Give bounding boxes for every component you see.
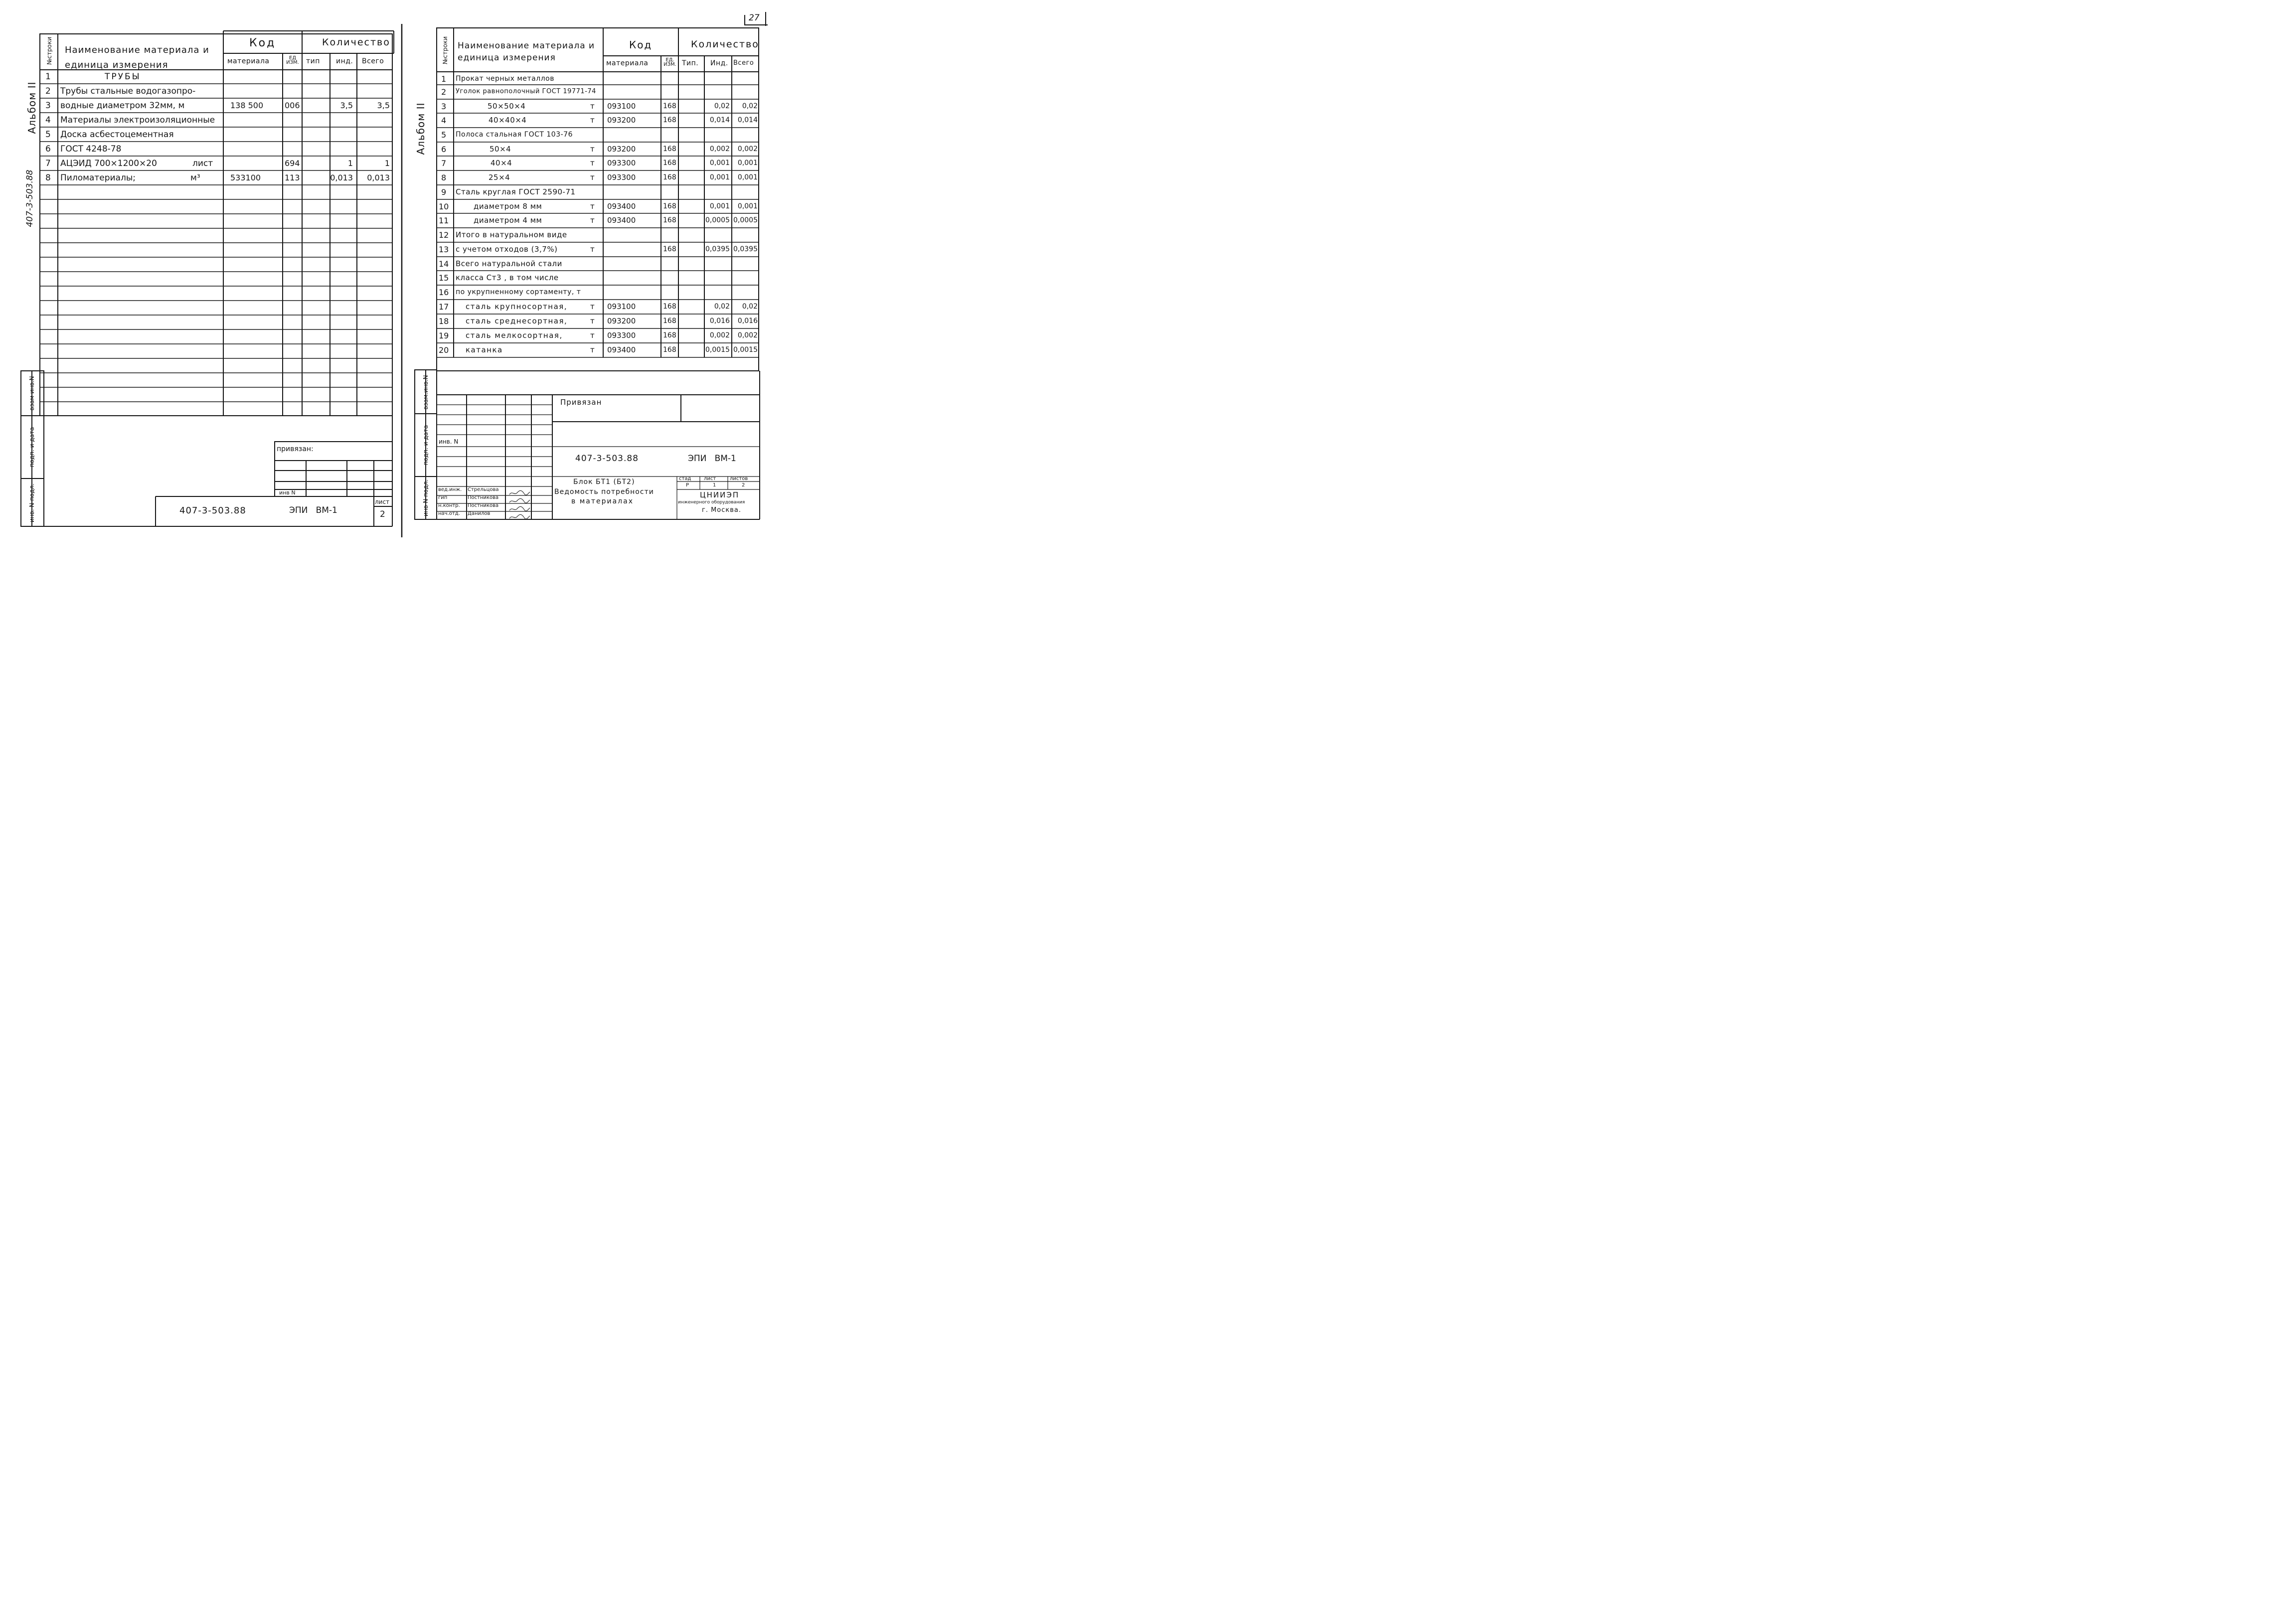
right-row-number: 19 (439, 331, 449, 340)
right-row-unit-suffix: т (590, 245, 595, 254)
right-row-name: диаметром 8 мм (474, 202, 542, 211)
signer-name: Стрельцова (468, 487, 499, 492)
right-row-name: диаметром 4 мм (474, 216, 542, 225)
right-row-number: 2 (441, 87, 447, 97)
right-row-name: 25×4 (489, 173, 510, 182)
right-row-number: 1 (441, 74, 447, 84)
left-side-album-label: Альбом II (26, 81, 38, 134)
right-row-number: 3 (441, 102, 447, 111)
right-row-unit-code: 168 (663, 173, 676, 181)
right-header-qty-total: Всего (733, 59, 754, 67)
right-header-row-no: №строки (442, 36, 449, 65)
right-row-qty-total: 0,02 (742, 102, 758, 110)
left-row-number: 5 (45, 130, 51, 140)
left-row-qty-ind: 3,5 (340, 101, 353, 110)
right-row-qty-ind: 0,02 (714, 102, 730, 110)
right-row-unit-suffix: т (590, 173, 595, 182)
right-row-number: 5 (441, 130, 447, 140)
signature-mark (508, 504, 530, 510)
left-row-unit-suffix: лист (192, 159, 213, 168)
right-stage-val-stad: Р (686, 482, 689, 488)
right-row-unit-code: 168 (663, 303, 676, 311)
right-row-name: сталь среднесортная, (466, 317, 568, 325)
right-row-unit-code: 168 (663, 346, 676, 354)
right-row-unit-suffix: т (590, 216, 595, 225)
right-stage-val-listov: 2 (742, 482, 745, 488)
right-row-number: 10 (439, 202, 449, 211)
signer-role: гип (438, 495, 448, 500)
right-row-name: Полоса стальная ГОСТ 103-76 (456, 131, 573, 139)
left-row-unit-code: 113 (285, 173, 300, 182)
signer-name: Постникова (468, 503, 499, 508)
right-row-qty-ind: 0,002 (709, 145, 730, 153)
right-row-unit-code: 168 (663, 202, 676, 210)
right-row-qty-total: 0,001 (737, 173, 758, 181)
right-privyazan: Привязан (560, 398, 602, 407)
right-row-unit-suffix: т (590, 345, 595, 354)
left-row-name: Доска асбестоцементная (60, 130, 174, 140)
right-row-name: сталь крупносортная, (466, 302, 568, 311)
left-list-no: 2 (380, 509, 385, 519)
right-row-number: 11 (439, 216, 449, 225)
right-stamp-vzam: взам.инв.N (422, 375, 429, 410)
right-header-qty-ind: Инд. (710, 59, 728, 67)
right-stamp-podp: подп. и дата (422, 425, 429, 466)
left-row-number: 2 (45, 86, 51, 96)
right-row-name: Уголок равнополочный ГОСТ 19771-74 (456, 88, 596, 95)
right-header-qty: Количество (691, 39, 759, 50)
left-header-row-no: №строки (46, 36, 53, 65)
right-row-qty-ind: 0,0005 (705, 216, 730, 224)
right-stage-hdr-listov: листов (730, 476, 748, 481)
right-row-qty-ind: 0,001 (709, 173, 730, 181)
right-row-code: 093400 (607, 202, 636, 211)
right-row-number: 9 (441, 187, 447, 197)
right-row-code: 093200 (607, 317, 636, 325)
left-row-name: водные диаметром 32мм, м (60, 101, 185, 111)
left-doc-mark: ЭПИ ВМ-1 (289, 505, 337, 515)
right-row-code: 093300 (607, 159, 636, 167)
left-header-qty: Количество (322, 37, 390, 48)
left-row-name: Материалы электроизоляционные (60, 115, 215, 125)
left-header-code-material: материала (227, 57, 270, 65)
left-stamp-podp: подп. и дата (28, 427, 35, 468)
left-row-number: 3 (45, 101, 51, 111)
right-stage-val-list: 1 (713, 482, 716, 488)
right-row-number: 13 (439, 245, 449, 254)
right-doc-mark: ЭПИ ВМ-1 (688, 454, 736, 464)
right-row-code: 093400 (607, 345, 636, 354)
right-row-code: 093400 (607, 216, 636, 225)
right-org-line-1: ЦНИИЭП (700, 490, 740, 499)
right-row-qty-total: 0,001 (737, 202, 758, 210)
right-row-number: 18 (439, 317, 449, 326)
left-row-qty-total: 3,5 (377, 101, 390, 110)
right-row-unit-code: 168 (663, 331, 676, 339)
left-row-number: 8 (45, 173, 51, 183)
right-row-unit-code: 168 (663, 159, 676, 167)
right-row-name: с учетом отходов (3,7%) (456, 245, 558, 254)
right-row-number: 8 (441, 173, 447, 182)
right-row-qty-total: 0,002 (737, 145, 758, 153)
right-row-name: 50×50×4 (488, 102, 526, 111)
right-title-line-2: Ведомость потребности (554, 488, 654, 496)
right-row-qty-total: 0,016 (737, 317, 758, 325)
right-row-name: 40×40×4 (489, 116, 527, 125)
left-row-number: 6 (45, 144, 51, 154)
right-row-qty-ind: 0,02 (714, 303, 730, 311)
right-row-number: 16 (439, 288, 449, 297)
left-header-name: Наименование материала и единица измерения (65, 45, 209, 70)
left-row-unit-suffix: м³ (190, 173, 200, 183)
signer-role: нач.отд. (438, 511, 460, 516)
right-row-number: 12 (439, 230, 449, 240)
right-row-number: 6 (441, 145, 447, 154)
page-number: 27 (749, 13, 760, 23)
left-row-code: 533100 (230, 173, 261, 182)
right-row-unit-suffix: т (590, 102, 595, 111)
right-row-qty-total: 0,002 (737, 331, 758, 339)
right-row-name: катанка (466, 345, 503, 354)
right-row-unit-suffix: т (590, 331, 595, 340)
left-row-unit-code: 694 (285, 159, 300, 168)
signer-name: Постникова (468, 495, 499, 500)
right-row-code: 093200 (607, 116, 636, 125)
right-stamp-inv: инв N подл. (422, 479, 429, 517)
right-row-number: 20 (439, 345, 449, 355)
signer-name: Данилов (468, 511, 491, 516)
right-row-unit-code: 168 (663, 317, 676, 325)
left-row-name: АЦЭИД 700×1200×20 (60, 159, 157, 168)
left-row-qty-total: 1 (384, 159, 390, 168)
signer-role: н.контр. (438, 503, 460, 508)
right-row-qty-total: 0,014 (737, 116, 758, 124)
right-org-line-3: г. Москва. (702, 506, 742, 514)
left-stamp-vzam: взам инв.N (28, 376, 35, 411)
right-row-qty-ind: 0,0395 (705, 245, 730, 253)
right-row-unit-suffix: т (590, 159, 595, 167)
left-stamp-inv: инв. N подл. (28, 483, 35, 523)
signature-mark (508, 496, 530, 502)
right-row-name: Прокат черных металлов (456, 75, 554, 83)
right-row-code: 093100 (607, 102, 636, 111)
right-row-unit-code: 168 (663, 245, 676, 253)
left-privyazan: привязан: (277, 445, 314, 453)
right-row-qty-ind: 0,016 (709, 317, 730, 325)
right-row-name: 40×4 (491, 159, 512, 167)
right-row-unit-suffix: т (590, 202, 595, 211)
left-header-code-unit: ЕД ИЗМ. (286, 55, 299, 65)
left-row-name: Трубы стальные водогазопро- (60, 86, 196, 96)
right-row-qty-ind: 0,001 (709, 202, 730, 210)
left-row-name: ГОСТ 4248-78 (60, 144, 122, 154)
right-row-unit-suffix: т (590, 116, 595, 125)
left-row-code: 138 500 (230, 101, 264, 110)
right-row-qty-total: 0,0005 (733, 216, 758, 224)
right-row-unit-code: 168 (663, 102, 676, 110)
right-row-qty-ind: 0,014 (709, 116, 730, 124)
left-row-number: 7 (45, 159, 51, 168)
right-row-name: Всего натуральной стали (456, 259, 562, 268)
right-row-number: 7 (441, 159, 447, 168)
right-row-code: 093300 (607, 331, 636, 340)
right-row-unit-suffix: т (590, 145, 595, 154)
left-row-name: ТРУБЫ (105, 72, 141, 82)
right-row-unit-suffix: т (590, 317, 595, 325)
left-doc-code: 407-3-503.88 (179, 505, 246, 516)
right-row-unit-code: 168 (663, 116, 676, 124)
right-header-code-material: материала (606, 59, 649, 67)
right-header-code: Код (629, 39, 653, 51)
right-row-name: по укрупненному сортаменту, т (456, 288, 581, 296)
right-row-unit-code: 168 (663, 145, 676, 153)
left-row-number: 4 (45, 115, 51, 125)
right-row-code: 093300 (607, 173, 636, 182)
right-row-name: сталь мелкосортная, (466, 331, 563, 340)
left-row-unit-code: 006 (285, 101, 300, 110)
signature-mark (508, 512, 530, 518)
right-side-album-label: Альбом II (415, 102, 427, 155)
right-row-unit-code: 168 (663, 216, 676, 224)
left-header-code: Код (249, 37, 276, 49)
right-stage-hdr-list: лист (704, 476, 716, 481)
left-row-qty-ind: 1 (347, 159, 353, 168)
right-row-qty-ind: 0,001 (709, 159, 730, 167)
left-list-label: лист (375, 498, 390, 505)
right-row-name: Итого в натуральном виде (456, 230, 567, 239)
right-row-number: 15 (439, 273, 449, 283)
right-inv-no: инв. N (439, 438, 459, 445)
left-header-qty-typ: тип (306, 57, 320, 65)
left-side-doc-code: 407-3-503.88 (25, 169, 35, 227)
right-title-line-3: в материалах (571, 497, 634, 505)
right-row-number: 17 (439, 302, 449, 312)
left-inv-no: инв N (279, 489, 296, 496)
right-header-qty-typ: Тип. (682, 59, 699, 67)
right-row-name: Сталь круглая ГОСТ 2590-71 (456, 187, 576, 196)
left-row-qty-total: 0,013 (367, 173, 390, 182)
left-row-number: 1 (45, 72, 51, 82)
right-row-name: 50×4 (490, 145, 511, 154)
right-header-name: Наименование материала и единица измерения (458, 41, 595, 63)
right-title-line-1: Блок БТ1 (БТ2) (573, 478, 635, 486)
right-row-qty-ind: 0,0015 (705, 346, 730, 354)
right-row-qty-total: 0,02 (742, 303, 758, 311)
right-row-unit-suffix: т (590, 302, 595, 311)
left-row-name: Пиломатериалы; (60, 173, 136, 183)
right-row-qty-total: 0,0015 (733, 346, 758, 354)
left-row-qty-ind: 0,013 (330, 173, 353, 182)
right-doc-code: 407-3-503.88 (575, 454, 639, 464)
right-stage-hdr-stad: стад (679, 476, 691, 481)
right-row-name: класса Ст3 , в том числе (456, 273, 559, 282)
right-row-code: 093100 (607, 302, 636, 311)
left-header-qty-ind: инд. (336, 57, 353, 65)
right-row-number: 14 (439, 259, 449, 269)
signature-mark (508, 488, 530, 494)
right-row-qty-ind: 0,002 (709, 331, 730, 339)
right-header-code-unit: ЕД. ИЗМ. (663, 57, 676, 67)
right-row-number: 4 (441, 116, 447, 125)
right-org-line-2: инженерного оборудования (678, 500, 745, 505)
right-row-qty-total: 0,0395 (733, 245, 758, 253)
left-header-qty-total: Всего (362, 57, 384, 65)
signer-role: вед.инж. (438, 487, 462, 492)
right-row-code: 093200 (607, 145, 636, 154)
right-row-qty-total: 0,001 (737, 159, 758, 167)
